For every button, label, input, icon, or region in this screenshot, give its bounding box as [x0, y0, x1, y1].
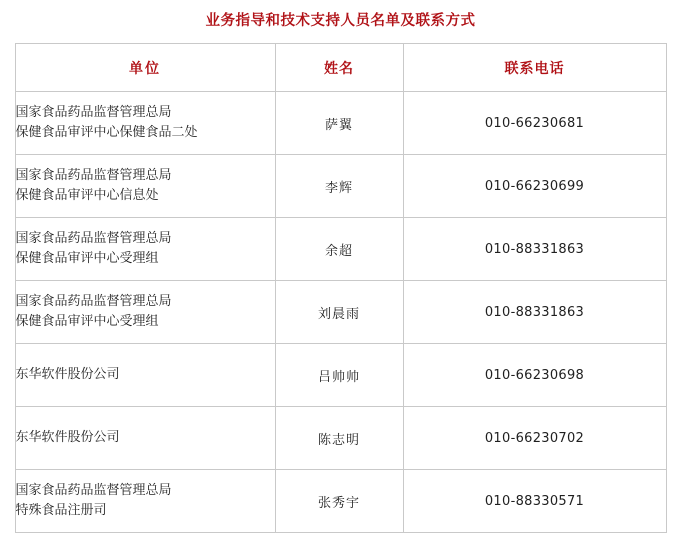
cell-unit-line2: 保健食品审评中心信息处 [15, 188, 159, 204]
cell-unit-line1: 东华软件股份公司 [15, 430, 120, 446]
cell-name: 张秀宇 [275, 470, 403, 533]
table-row [15, 92, 666, 155]
cell-unit [15, 407, 275, 470]
cell-unit [15, 281, 275, 344]
cell-name: 刘晨雨 [275, 281, 403, 344]
cell-phone: 010-66230698 [403, 344, 666, 407]
cell-name: 李辉 [275, 155, 403, 218]
cell-unit-line1: 国家食品药品监督管理总局 [15, 231, 172, 247]
cell-unit [15, 92, 275, 155]
cell-unit-line1: 国家食品药品监督管理总局 [15, 168, 172, 184]
cell-unit [15, 155, 275, 218]
cell-unit-line1: 国家食品药品监督管理总局 [15, 294, 172, 310]
column-header-name: 姓名 [275, 44, 403, 92]
table-row [15, 218, 666, 281]
table-row [15, 470, 666, 533]
cell-unit-line2: 保健食品审评中心保健食品二处 [15, 125, 198, 141]
cell-unit-line2: 特殊食品注册司 [15, 503, 107, 519]
cell-phone: 010-88331863 [403, 281, 666, 344]
cell-unit-line2: 保健食品审评中心受理组 [15, 251, 159, 267]
cell-name: 吕帅帅 [275, 344, 403, 407]
cell-unit-line1: 东华软件股份公司 [15, 367, 120, 383]
cell-name: 陈志明 [275, 407, 403, 470]
cell-unit [15, 344, 275, 407]
cell-unit-line1: 国家食品药品监督管理总局 [15, 105, 172, 121]
cell-phone: 010-66230699 [403, 155, 666, 218]
page-title: 业务指导和技术支持人员名单及联系方式 [205, 13, 476, 29]
table-row [15, 344, 666, 407]
contact-table [15, 43, 667, 533]
table-body [15, 92, 666, 533]
column-header-unit: 单位 [15, 44, 275, 92]
cell-unit-line1: 国家食品药品监督管理总局 [15, 483, 172, 499]
cell-name: 余超 [275, 218, 403, 281]
cell-phone: 010-66230681 [403, 92, 666, 155]
cell-unit [15, 470, 275, 533]
table-header [15, 44, 666, 92]
cell-unit [15, 218, 275, 281]
cell-phone: 010-66230702 [403, 407, 666, 470]
table-row [15, 407, 666, 470]
cell-unit-line2: 保健食品审评中心受理组 [15, 314, 159, 330]
cell-phone: 010-88331863 [403, 218, 666, 281]
table-row [15, 281, 666, 344]
cell-phone: 010-88330571 [403, 470, 666, 533]
table-row [15, 155, 666, 218]
cell-name: 萨翼 [275, 92, 403, 155]
column-header-phone: 联系电话 [403, 44, 666, 92]
table-header-row [15, 44, 666, 92]
